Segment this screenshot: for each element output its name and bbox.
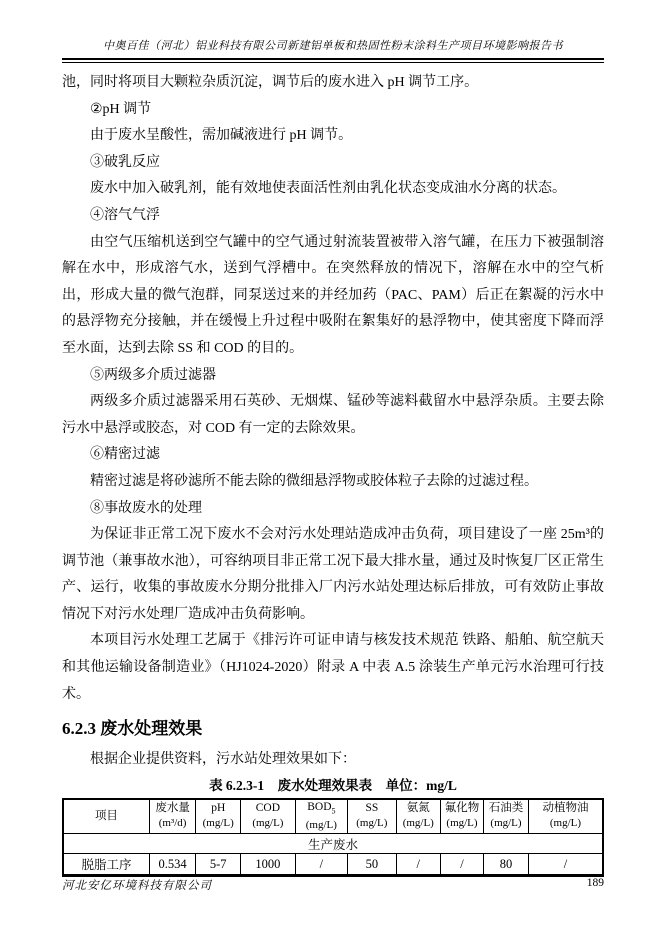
page-number: 189: [586, 877, 604, 889]
header-rule-thick: [62, 58, 604, 60]
column-header: $BOD_5$ (mg/L): [295, 799, 347, 834]
paragraph: ⑥精密过滤: [90, 447, 160, 463]
table-cell: 50: [348, 854, 397, 876]
column-header: SS (mg/L): [348, 799, 397, 834]
paragraph: 由空气压缩机送到空气罐中的空气通过射流装置被带入溶气罐，在压力下被强制溶解在水中，形成溶气水，送到气浮槽中。在突然释放的情况下，溶解在水中的空气析出，形成大量的微气泡群，同泵送过来的并经加药（PAC、PAM）后正在絮凝的污水中的悬浮物充分接触，并在缓慢上升过程中吸附在絮集好的悬浮物中，使其密度下降而浮至水面，达到去除 SS 和 COD 的目的。: [62, 234, 604, 356]
column-header: pH (mg/L): [196, 799, 241, 834]
table-cell: 脱脂工序: [63, 854, 149, 876]
table-cell: 1000: [241, 854, 296, 876]
paragraph: 由于废水呈酸性，需加碱液进行 pH 调节。: [90, 128, 353, 144]
table-cell: /: [295, 854, 347, 876]
column-header: 石油类 (mg/L): [484, 799, 529, 834]
running-header: [62, 0, 604, 63]
running-footer: [62, 874, 604, 893]
paragraph: ③破乳反应: [90, 154, 160, 170]
footer-company: 河北安亿环境科技有限公司: [62, 880, 212, 892]
table-cell: 0.534: [149, 854, 195, 876]
header-rule-thin: [62, 62, 604, 63]
column-header: 氟化物 (mg/L): [440, 799, 483, 834]
table-group-row: [63, 834, 603, 854]
table-cell: /: [528, 854, 603, 876]
column-header: 氨氮 (mg/L): [396, 799, 440, 834]
section-heading-6-2-3: 6.2.3 废水处理效果: [62, 719, 203, 739]
column-header: 项目: [63, 799, 149, 834]
paragraph: 两级多介质过滤器采用石英砂、无烟煤、锰砂等滤料截留水中悬浮杂质。主要去除污水中悬浮或胶态，对 COD 有一定的去除效果。: [62, 394, 604, 436]
paragraph: 本项目污水处理工艺属于《排污许可证申请与核发技术规范 铁路、船舶、航空航天和其他运输设备制造业》（HJ1024-2020）附录 A 中表 A.5 涂装生产单元污水治理可行技术。: [62, 633, 604, 702]
report-title: 中奥百佳（河北）铝业科技有限公司新建铝单板和热固性粉末涂料生产项目环境影响报告书: [103, 40, 563, 52]
column-header: COD (mg/L): [241, 799, 296, 834]
paragraph: ④溶气气浮: [90, 207, 160, 223]
paragraph: 废水中加入破乳剂，能有效地使表面活性剂由乳化状态变成油水分离的状态。: [90, 181, 566, 197]
paragraph: ②pH 调节: [90, 101, 152, 117]
paragraph: 精密过滤是将砂滤所不能去除的微细悬浮物或胶体粒子去除的过滤过程。: [90, 473, 538, 489]
paragraph: 池，同时将项目大颗粒杂质沉淀，调节后的废水进入 pH 调节工序。: [62, 75, 479, 90]
table-header-row: [63, 799, 603, 834]
paragraph: ⑧事故废水的处理: [90, 500, 202, 516]
table-caption: 表 6.2.3-1 废水处理效果表 单位：mg/L: [209, 777, 457, 793]
paragraph: ⑤两级多介质过滤器: [90, 367, 216, 383]
column-header: 动植物油 (mg/L): [528, 799, 603, 834]
paragraph: 为保证非正常工况下废水不会对污水处理站造成冲击负荷，项目建设了一座 25m³的调节池（兼事故水池），可容纳项目非正常工况下最大排水量，通过及时恢复厂区正常生产、运行，收集的事故废水分期分批排入厂内污水站处理达标后排放，可有效防止事故情况下对污水处理厂造成冲击负荷影响。: [62, 527, 604, 622]
body-paragraphs: [62, 70, 604, 708]
table-cell: /: [440, 854, 483, 876]
table-row: [63, 854, 603, 876]
table-cell: 5-7: [196, 854, 241, 876]
group-row-label: 生产废水: [63, 834, 603, 854]
column-header: 废水量 (m³/d): [149, 799, 195, 834]
table-cell: 80: [484, 854, 529, 876]
section-intro: 根据企业提供资料，污水站处理效果如下：: [90, 752, 356, 768]
wastewater-effect-table: [62, 798, 604, 877]
table-cell: /: [396, 854, 440, 876]
